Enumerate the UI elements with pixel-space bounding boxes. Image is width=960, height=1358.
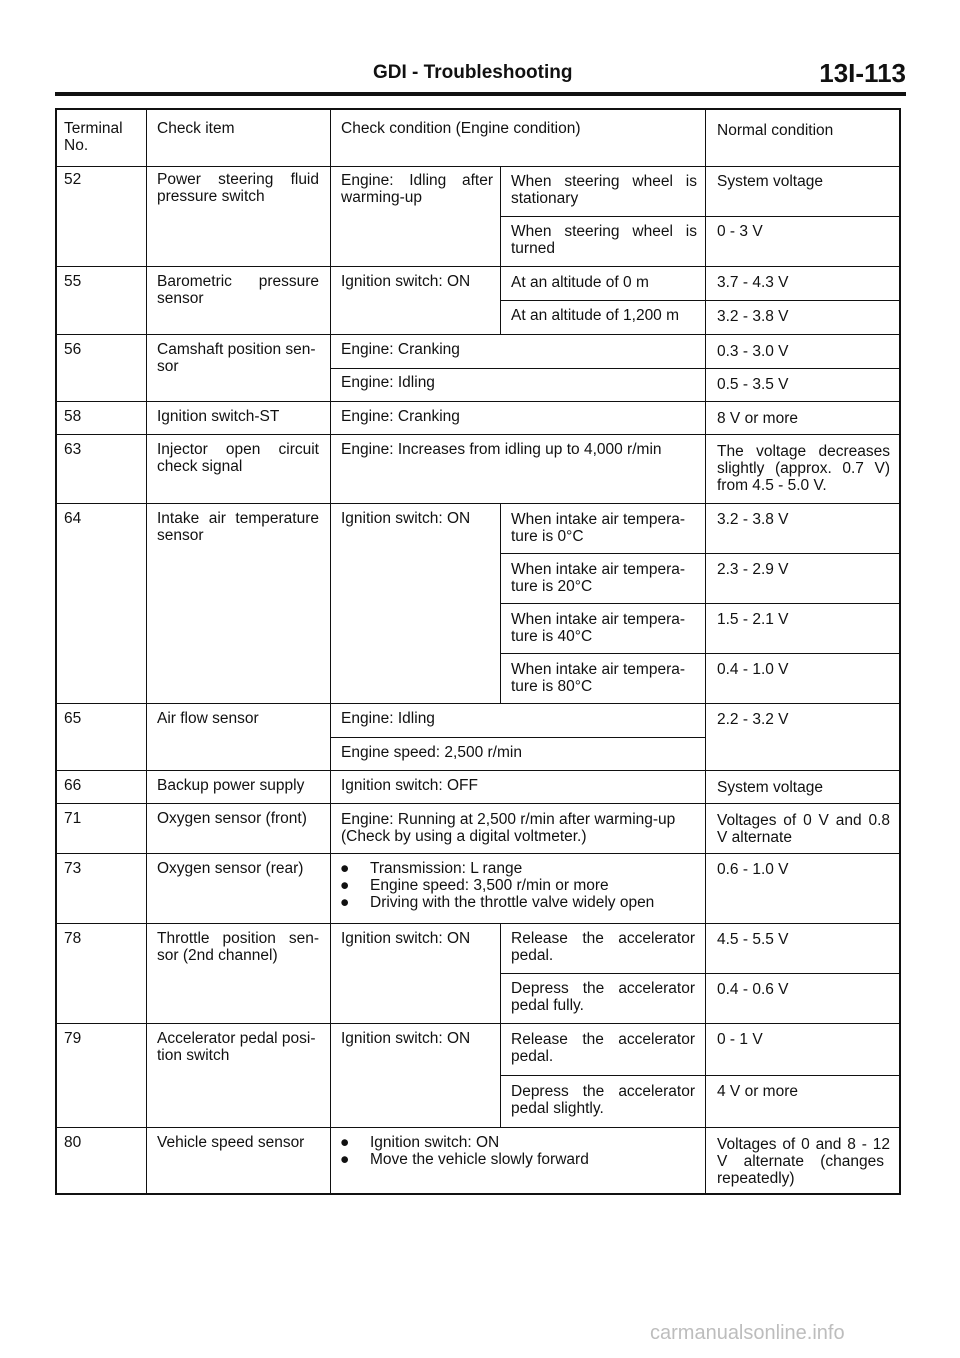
sub-condition: pedal slightly.: [511, 1100, 604, 1117]
row-divider: [55, 266, 901, 267]
sub-condition: ture is 80°C: [511, 678, 593, 695]
normal-condition: 2.3 - 2.9 V: [717, 561, 789, 578]
row-divider: [500, 1075, 901, 1076]
row-divider: [55, 703, 901, 704]
sub-condition: ture is 40°C: [511, 628, 593, 645]
terminal-no: 55: [64, 273, 82, 290]
header-check-item: Check item: [157, 120, 235, 137]
check-condition: Engine: Idling: [341, 710, 435, 727]
sub-condition: At an altitude of 0 m: [511, 274, 649, 291]
sub-condition: pedal.: [511, 1048, 554, 1065]
row-divider: [330, 368, 901, 369]
normal-condition: 0.4 - 0.6 V: [717, 981, 789, 998]
bullet-icon: ●: [340, 860, 350, 877]
normal-condition: 0 - 3 V: [717, 223, 763, 240]
condition-bullet: ● Engine speed: 3,500 r/min or more: [340, 877, 609, 894]
page-title: GDI - Troubleshooting: [373, 62, 573, 83]
check-item: Vehicle speed sensor: [157, 1134, 305, 1151]
terminal-no: 58: [64, 408, 82, 425]
check-item: Intake air temperature: [157, 510, 319, 527]
check-item: Backup power supply: [157, 777, 305, 794]
check-item: Power steering fluid: [157, 171, 319, 188]
sub-condition: When intake air tempera-: [511, 661, 686, 678]
normal-condition: Voltages of 0 and 8 - 12: [717, 1136, 890, 1153]
row-divider: [500, 603, 901, 604]
check-item: check signal: [157, 458, 243, 475]
header-check-condition: Check condition (Engine condition): [341, 120, 581, 137]
terminal-no: 64: [64, 510, 82, 527]
terminal-no: 80: [64, 1134, 82, 1151]
condition-bullet: ● Driving with the throttle valve widely open: [340, 894, 655, 911]
bullet-icon: ●: [340, 894, 350, 911]
normal-condition: 4 V or more: [717, 1083, 798, 1100]
terminal-no: 63: [64, 441, 82, 458]
sub-condition: Release the accelerator: [511, 930, 695, 947]
normal-condition: Voltages of 0 V and 0.8: [717, 812, 890, 829]
terminal-no: 65: [64, 710, 82, 727]
page-number: 13I-113: [819, 58, 906, 88]
check-item: Oxygen sensor (rear): [157, 860, 304, 877]
check-condition: Engine: Cranking: [341, 341, 460, 358]
row-divider: [55, 803, 901, 804]
row-divider: [500, 216, 901, 217]
check-item: sor: [157, 358, 179, 375]
sub-condition: When intake air tempera-: [511, 611, 686, 628]
row-divider: [55, 923, 901, 924]
sub-condition: When intake air tempera-: [511, 561, 686, 578]
check-item: Injector open circuit: [157, 441, 319, 458]
check-condition: Engine: Idling after: [341, 172, 493, 189]
sub-condition: ture is 20°C: [511, 578, 593, 595]
check-item: sensor: [157, 290, 204, 307]
col-divider: [330, 108, 331, 1195]
row-divider: [55, 1023, 901, 1024]
normal-condition: System voltage: [717, 173, 823, 190]
check-item: tion switch: [157, 1047, 230, 1064]
normal-condition: 0 - 1 V: [717, 1031, 763, 1048]
normal-condition: 0.4 - 1.0 V: [717, 661, 789, 678]
normal-condition: System voltage: [717, 779, 823, 796]
row-divider: [500, 653, 901, 654]
sub-condition: At an altitude of 1,200 m: [511, 307, 680, 324]
sub-condition: When steering wheel is: [511, 173, 697, 190]
normal-condition: slightly (approx. 0.7 V): [717, 460, 890, 477]
check-condition: Ignition switch: ON: [341, 930, 471, 947]
normal-condition: 0.5 - 3.5 V: [717, 376, 789, 393]
check-condition: Engine: Running at 2,500 r/min after warming-up: [341, 811, 676, 828]
check-condition: Engine: Idling: [341, 374, 435, 391]
check-item: Throttle position sen-: [157, 930, 319, 947]
normal-condition: 4.5 - 5.5 V: [717, 931, 789, 948]
normal-condition: 3.2 - 3.8 V: [717, 511, 789, 528]
check-condition: Ignition switch: ON: [341, 510, 471, 527]
check-condition: Ignition switch: OFF: [341, 777, 478, 794]
terminal-no: 66: [64, 777, 82, 794]
check-condition: Engine speed: 2,500 r/min: [341, 744, 522, 761]
watermark: carmanualsonline.info: [650, 1322, 845, 1344]
row-divider: [500, 300, 901, 301]
row-divider: [55, 434, 901, 435]
sub-condition: turned: [511, 240, 555, 257]
condition-bullet: ● Transmission: L range: [340, 860, 523, 877]
terminal-no: 78: [64, 930, 82, 947]
terminal-no: 79: [64, 1030, 82, 1047]
normal-condition: V alternate (changes: [717, 1153, 884, 1170]
check-item: sensor: [157, 527, 204, 544]
normal-condition: 0.3 - 3.0 V: [717, 343, 789, 360]
condition-bullet: ● Ignition switch: ON: [340, 1134, 500, 1151]
sub-condition: ture is 0°C: [511, 528, 584, 545]
sub-condition: pedal.: [511, 947, 554, 964]
header-terminal: Terminal: [64, 120, 123, 137]
normal-condition: from 4.5 - 5.0 V.: [717, 477, 827, 494]
normal-condition: 1.5 - 2.1 V: [717, 611, 789, 628]
sub-condition: When intake air tempera-: [511, 511, 686, 528]
row-divider: [55, 853, 901, 854]
terminal-no: 52: [64, 171, 82, 188]
row-divider: [500, 553, 901, 554]
check-condition: warming-up: [341, 189, 422, 206]
row-divider: [55, 334, 901, 335]
check-condition: Engine: Cranking: [341, 408, 460, 425]
row-divider: [500, 973, 901, 974]
normal-condition: 3.7 - 4.3 V: [717, 274, 789, 291]
check-item: Oxygen sensor (front): [157, 810, 307, 827]
row-divider: [55, 503, 901, 504]
check-item: Camshaft position sen-: [157, 341, 316, 358]
check-item: Accelerator pedal posi-: [157, 1030, 316, 1047]
bullet-icon: ●: [340, 1151, 350, 1168]
check-condition: Ignition switch: ON: [341, 273, 471, 290]
row-divider: [55, 401, 901, 402]
check-item: Air flow sensor: [157, 710, 259, 727]
header-terminal-no: No.: [64, 137, 89, 154]
normal-condition: repeatedly): [717, 1170, 795, 1187]
normal-condition: 8 V or more: [717, 410, 798, 427]
row-divider: [55, 770, 901, 771]
normal-condition: The voltage decreases: [717, 443, 890, 460]
terminal-no: 71: [64, 810, 82, 827]
normal-condition: V alternate: [717, 829, 792, 846]
row-divider: [55, 1127, 901, 1128]
col-divider: [705, 108, 706, 1195]
row-divider: [55, 166, 901, 167]
sub-condition: pedal fully.: [511, 997, 584, 1014]
col-divider: [146, 108, 147, 1195]
row-divider: [330, 737, 705, 738]
bullet-icon: ●: [340, 877, 350, 894]
normal-condition: 0.6 - 1.0 V: [717, 861, 789, 878]
check-item: Barometric pressure: [157, 273, 319, 290]
check-item: Ignition switch-ST: [157, 408, 280, 425]
sub-condition: Depress the accelerator: [511, 1083, 695, 1100]
sub-condition: Depress the accelerator: [511, 980, 695, 997]
terminal-no: 73: [64, 860, 82, 877]
sub-condition: stationary: [511, 190, 579, 207]
sub-condition: When steering wheel is: [511, 223, 697, 240]
check-condition: Ignition switch: ON: [341, 1030, 471, 1047]
terminal-no: 56: [64, 341, 82, 358]
header-rule: [55, 92, 906, 96]
check-condition: (Check by using a digital voltmeter.): [341, 828, 587, 845]
check-item: sor (2nd channel): [157, 947, 278, 964]
condition-bullet: ● Move the vehicle slowly forward: [340, 1151, 589, 1168]
header-normal-condition: Normal condition: [717, 122, 834, 139]
bullet-icon: ●: [340, 1134, 350, 1151]
sub-condition: Release the accelerator: [511, 1031, 695, 1048]
check-condition: Engine: Increases from idling up to 4,000 r/min: [341, 441, 662, 458]
normal-condition: 2.2 - 3.2 V: [717, 711, 789, 728]
normal-condition: 3.2 - 3.8 V: [717, 308, 789, 325]
check-item: pressure switch: [157, 188, 265, 205]
